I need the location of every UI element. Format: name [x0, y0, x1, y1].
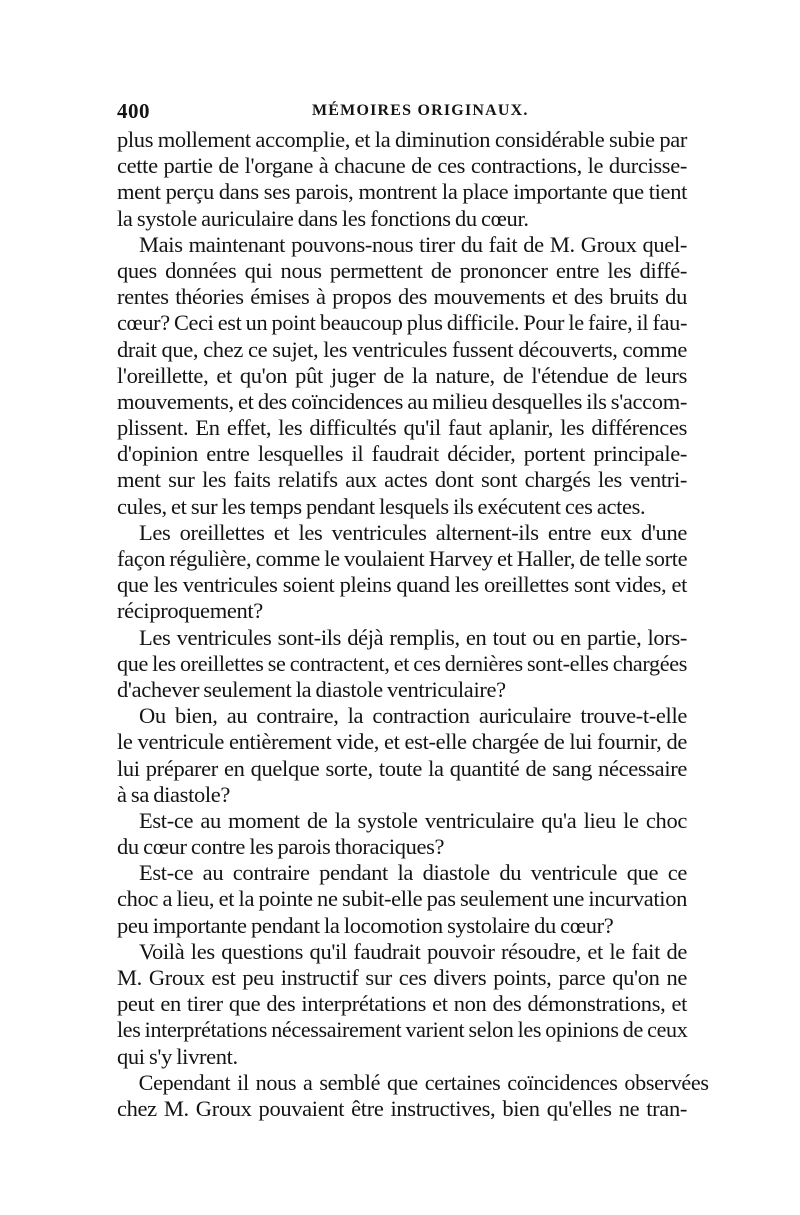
paragraph: [117, 127, 687, 232]
body-text: [117, 127, 709, 1122]
text-line: Est-ce au moment de la systole ventriculaire qu'a lieu le choc: [139, 807, 687, 833]
text-line: ment perçu dans ses parois, montrent la place importante que tient: [117, 179, 687, 205]
paragraph: [117, 232, 687, 520]
text-line: qui s'y livrent.: [117, 1043, 238, 1069]
text-line: ment sur les faits relatifs aux actes dont sont chargés les ventri-: [117, 467, 687, 493]
text-line: peut en tirer que des interprétations et non des démonstrations, et: [117, 991, 687, 1017]
text-line: les interprétations nécessairement varient selon les opinions de ceux: [117, 1017, 688, 1043]
text-line: choc a lieu, et la pointe ne subit-elle pas seulement une incurvation: [117, 886, 687, 912]
text-line: façon régulière, comme le voulaient Harvey et Haller, de telle sorte: [117, 546, 688, 571]
text-line: cules, et sur les temps pendant lesquels ils exécutent ces actes.: [117, 493, 646, 519]
text-line: Les oreillettes et les ventricules alternent-ils entre eux d'une: [139, 519, 687, 545]
text-line: Les ventricules sont-ils déjà remplis, en tout ou en partie, lors-: [139, 624, 687, 650]
text-line: cœur? Ceci est un point beaucoup plus difficile. Pour le faire, il fau-: [117, 310, 688, 336]
running-title: MÉMOIRES ORIGINAUX.: [312, 102, 529, 119]
text-line: drait que, chez ce sujet, les ventricules fussent découverts, comme: [117, 336, 687, 362]
text-line: Voilà les questions qu'il faudrait pouvoir résoudre, et le fait de: [139, 938, 687, 964]
text-line: Est-ce au contraire pendant la diastole du ventricule que ce: [139, 860, 687, 886]
paragraph: [117, 1069, 709, 1122]
text-line: l'oreillette, et qu'on pût juger de la nature, de l'étendue de leurs: [117, 362, 687, 388]
page-number: 400: [117, 99, 150, 123]
text-line: lui préparer en quelque sorte, toute la quantité de sang nécessaire: [117, 755, 687, 781]
text-line: rentes théories émises à propos des mouvements et des bruits du: [117, 284, 687, 310]
paragraph: [117, 703, 687, 808]
paragraph: [117, 520, 687, 625]
text-line: M. Groux est peu instructif sur ces divers points, parce qu'on ne: [117, 965, 687, 990]
text-line: ques données qui nous permettent de prononcer entre les diffé-: [117, 257, 687, 283]
text-line: cette partie de l'organe à chacune de ces contractions, le durcisse-: [117, 153, 687, 179]
paragraph: [117, 860, 687, 939]
text-line: que les ventricules soient pleins quand les oreillettes sont vides, et: [117, 572, 687, 598]
text-line: que les oreillettes se contractent, et ces dernières sont-elles chargées: [117, 650, 688, 676]
text-line: du cœur contre les parois thoraciques?: [117, 834, 445, 860]
text-line: plus mollement accomplie, et la diminution considérable subie par: [117, 127, 687, 152]
text-line: la systole auriculaire dans les fonctions du cœur.: [117, 205, 529, 231]
paragraph: [117, 939, 687, 1070]
text-line: d'opinion entre lesquelles il faudrait décider, portent principale-: [117, 441, 687, 467]
text-line: chez M. Groux pouvaient être instructives, bien qu'elles ne tran-: [117, 1095, 687, 1121]
text-line: plissent. En effet, les difficultés qu'il faut aplanir, les différences: [117, 415, 687, 441]
text-line: le ventricule entièrement vide, et est-elle chargée de lui fournir, de: [117, 729, 687, 755]
paragraph: [117, 808, 687, 860]
text-line: peu importante pendant la locomotion systolaire du cœur?: [117, 912, 614, 938]
page-header: [117, 99, 687, 127]
text-line: Mais maintenant pouvons-nous tirer du fait de M. Groux quel-: [139, 231, 687, 257]
text-line: mouvements, et des coïncidences au milieu desquelles ils s'accom-: [117, 388, 688, 414]
text-line: à sa diastole?: [117, 781, 231, 807]
text-line: d'achever seulement la diastole ventriculaire?: [117, 676, 506, 702]
text-line: Cependant il nous a semblé que certaines coïncidences observées: [138, 1069, 709, 1095]
text-line: Ou bien, au contraire, la contraction auriculaire trouve-t-elle: [139, 703, 687, 729]
paragraph: [117, 625, 687, 704]
text-line: réciproquement?: [117, 598, 263, 624]
